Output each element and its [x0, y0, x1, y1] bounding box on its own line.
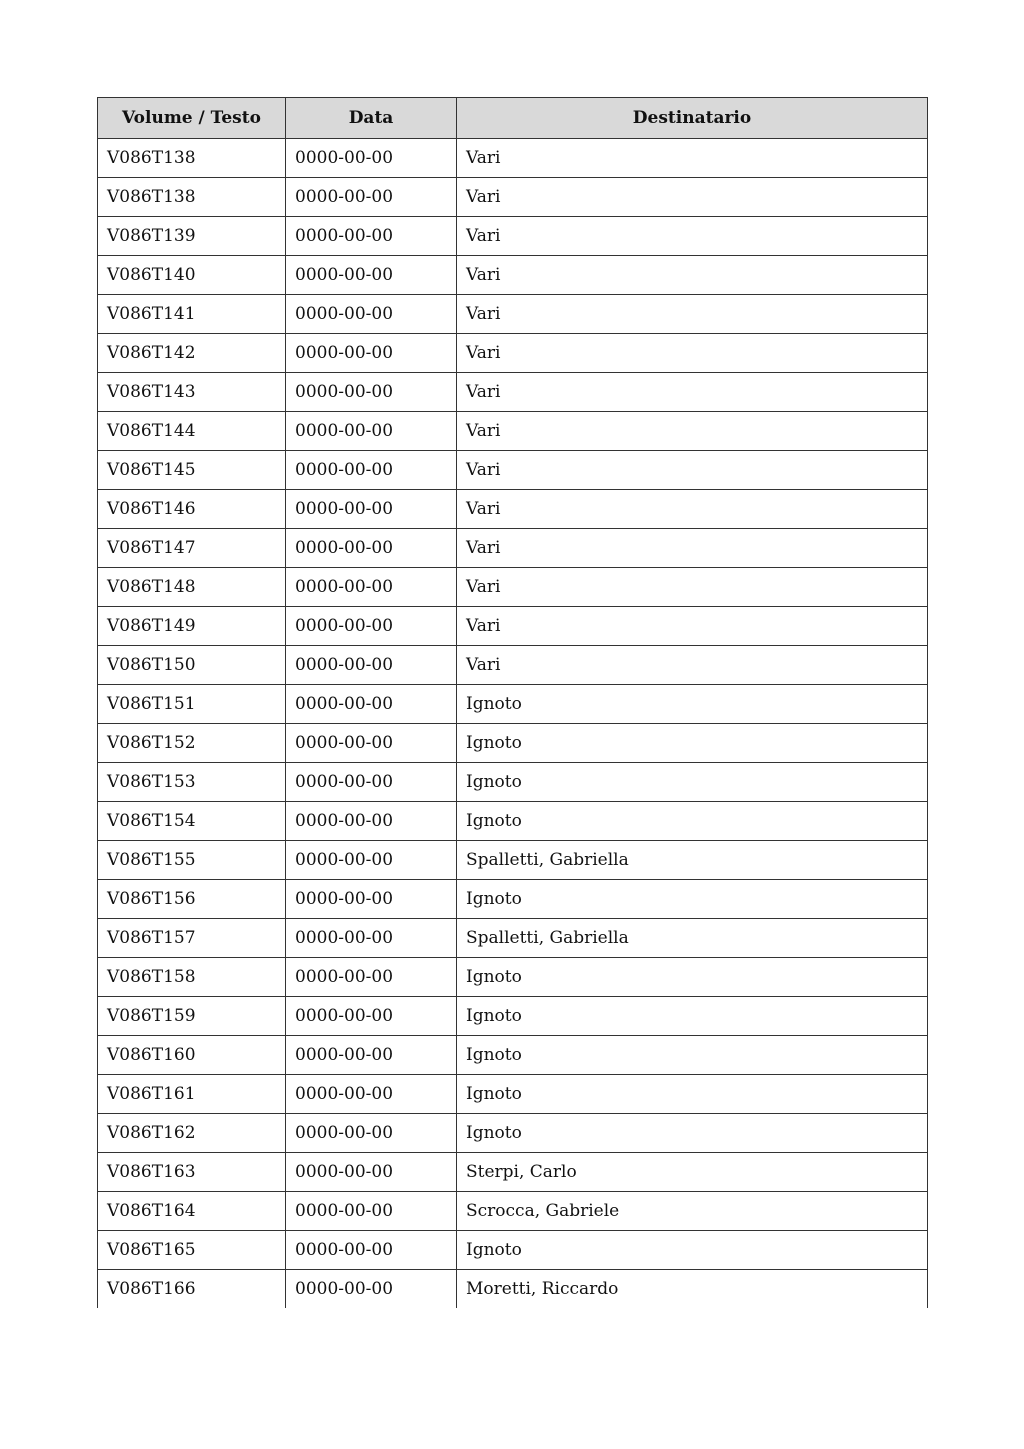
cell-volume-testo: V086T150 — [98, 646, 286, 685]
cell-data: 0000-00-00 — [286, 139, 457, 178]
letters-index-table — [97, 97, 928, 1308]
cell-destinatario: Vari — [457, 373, 928, 412]
cell-volume-testo: V086T159 — [98, 997, 286, 1036]
cell-volume-testo: V086T161 — [98, 1075, 286, 1114]
table-row — [98, 997, 928, 1036]
cell-volume-testo: V086T166 — [98, 1270, 286, 1309]
table-row — [98, 139, 928, 178]
cell-volume-testo: V086T138 — [98, 139, 286, 178]
cell-volume-testo: V086T144 — [98, 412, 286, 451]
table-row — [98, 412, 928, 451]
table-header — [98, 98, 928, 139]
cell-destinatario: Vari — [457, 334, 928, 373]
cell-destinatario: Ignoto — [457, 763, 928, 802]
cell-destinatario: Ignoto — [457, 724, 928, 763]
cell-volume-testo: V086T146 — [98, 490, 286, 529]
table-row — [98, 958, 928, 997]
cell-data: 0000-00-00 — [286, 724, 457, 763]
cell-data: 0000-00-00 — [286, 217, 457, 256]
cell-volume-testo: V086T163 — [98, 1153, 286, 1192]
cell-data: 0000-00-00 — [286, 763, 457, 802]
table-row — [98, 178, 928, 217]
table-row — [98, 568, 928, 607]
cell-data: 0000-00-00 — [286, 178, 457, 217]
cell-data: 0000-00-00 — [286, 1231, 457, 1270]
cell-data: 0000-00-00 — [286, 295, 457, 334]
table-row — [98, 724, 928, 763]
cell-destinatario: Ignoto — [457, 685, 928, 724]
cell-data: 0000-00-00 — [286, 1036, 457, 1075]
cell-data: 0000-00-00 — [286, 529, 457, 568]
cell-volume-testo: V086T160 — [98, 1036, 286, 1075]
table-row — [98, 334, 928, 373]
cell-destinatario: Sterpi, Carlo — [457, 1153, 928, 1192]
cell-volume-testo: V086T155 — [98, 841, 286, 880]
cell-data: 0000-00-00 — [286, 451, 457, 490]
cell-volume-testo: V086T140 — [98, 256, 286, 295]
table-row — [98, 763, 928, 802]
header-data: Data — [286, 98, 457, 139]
table-row — [98, 256, 928, 295]
cell-destinatario: Ignoto — [457, 880, 928, 919]
cell-destinatario: Vari — [457, 646, 928, 685]
table-row — [98, 529, 928, 568]
table-row — [98, 373, 928, 412]
cell-destinatario: Ignoto — [457, 997, 928, 1036]
cell-volume-testo: V086T156 — [98, 880, 286, 919]
cell-data: 0000-00-00 — [286, 1114, 457, 1153]
cell-data: 0000-00-00 — [286, 919, 457, 958]
cell-volume-testo: V086T157 — [98, 919, 286, 958]
table-row — [98, 295, 928, 334]
cell-volume-testo: V086T138 — [98, 178, 286, 217]
cell-destinatario: Ignoto — [457, 958, 928, 997]
table-row — [98, 1036, 928, 1075]
cell-destinatario: Vari — [457, 490, 928, 529]
cell-volume-testo: V086T154 — [98, 802, 286, 841]
cell-destinatario: Vari — [457, 256, 928, 295]
cell-destinatario: Vari — [457, 178, 928, 217]
table-row — [98, 802, 928, 841]
cell-data: 0000-00-00 — [286, 1270, 457, 1309]
cell-data: 0000-00-00 — [286, 685, 457, 724]
cell-destinatario: Vari — [457, 217, 928, 256]
table-row — [98, 490, 928, 529]
table-row — [98, 919, 928, 958]
cell-data: 0000-00-00 — [286, 373, 457, 412]
cell-volume-testo: V086T153 — [98, 763, 286, 802]
cell-data: 0000-00-00 — [286, 412, 457, 451]
cell-volume-testo: V086T143 — [98, 373, 286, 412]
header-row — [98, 98, 928, 139]
cell-volume-testo: V086T152 — [98, 724, 286, 763]
cell-data: 0000-00-00 — [286, 1153, 457, 1192]
cell-volume-testo: V086T149 — [98, 607, 286, 646]
cell-destinatario: Moretti, Riccardo — [457, 1270, 928, 1309]
cell-volume-testo: V086T148 — [98, 568, 286, 607]
cell-volume-testo: V086T145 — [98, 451, 286, 490]
table-row — [98, 1270, 928, 1309]
cell-volume-testo: V086T162 — [98, 1114, 286, 1153]
cell-destinatario: Vari — [457, 139, 928, 178]
cell-volume-testo: V086T147 — [98, 529, 286, 568]
table-row — [98, 217, 928, 256]
cell-data: 0000-00-00 — [286, 334, 457, 373]
cell-destinatario: Vari — [457, 607, 928, 646]
table-row — [98, 1192, 928, 1231]
cell-destinatario: Vari — [457, 568, 928, 607]
cell-data: 0000-00-00 — [286, 256, 457, 295]
cell-destinatario: Ignoto — [457, 802, 928, 841]
cell-volume-testo: V086T139 — [98, 217, 286, 256]
cell-data: 0000-00-00 — [286, 997, 457, 1036]
table-row — [98, 1075, 928, 1114]
table-row — [98, 646, 928, 685]
table-row — [98, 1114, 928, 1153]
cell-data: 0000-00-00 — [286, 490, 457, 529]
header-volume-testo: Volume / Testo — [98, 98, 286, 139]
table-row — [98, 1153, 928, 1192]
cell-destinatario: Vari — [457, 529, 928, 568]
cell-destinatario: Vari — [457, 295, 928, 334]
cell-volume-testo: V086T164 — [98, 1192, 286, 1231]
cell-data: 0000-00-00 — [286, 958, 457, 997]
cell-data: 0000-00-00 — [286, 568, 457, 607]
table-row — [98, 1231, 928, 1270]
cell-destinatario: Scrocca, Gabriele — [457, 1192, 928, 1231]
cell-destinatario: Ignoto — [457, 1075, 928, 1114]
table-row — [98, 607, 928, 646]
cell-data: 0000-00-00 — [286, 841, 457, 880]
cell-destinatario: Ignoto — [457, 1231, 928, 1270]
cell-destinatario: Ignoto — [457, 1036, 928, 1075]
cell-data: 0000-00-00 — [286, 880, 457, 919]
cell-data: 0000-00-00 — [286, 1192, 457, 1231]
cell-destinatario: Vari — [457, 451, 928, 490]
cell-destinatario: Spalletti, Gabriella — [457, 919, 928, 958]
cell-destinatario: Ignoto — [457, 1114, 928, 1153]
table-row — [98, 685, 928, 724]
cell-data: 0000-00-00 — [286, 646, 457, 685]
header-destinatario: Destinatario — [457, 98, 928, 139]
cell-data: 0000-00-00 — [286, 607, 457, 646]
table-row — [98, 841, 928, 880]
cell-destinatario: Vari — [457, 412, 928, 451]
cell-volume-testo: V086T141 — [98, 295, 286, 334]
cell-data: 0000-00-00 — [286, 802, 457, 841]
table-body — [98, 139, 928, 1309]
cell-volume-testo: V086T151 — [98, 685, 286, 724]
cell-volume-testo: V086T142 — [98, 334, 286, 373]
cell-destinatario: Spalletti, Gabriella — [457, 841, 928, 880]
cell-volume-testo: V086T158 — [98, 958, 286, 997]
cell-volume-testo: V086T165 — [98, 1231, 286, 1270]
cell-data: 0000-00-00 — [286, 1075, 457, 1114]
table-row — [98, 880, 928, 919]
table-row — [98, 451, 928, 490]
